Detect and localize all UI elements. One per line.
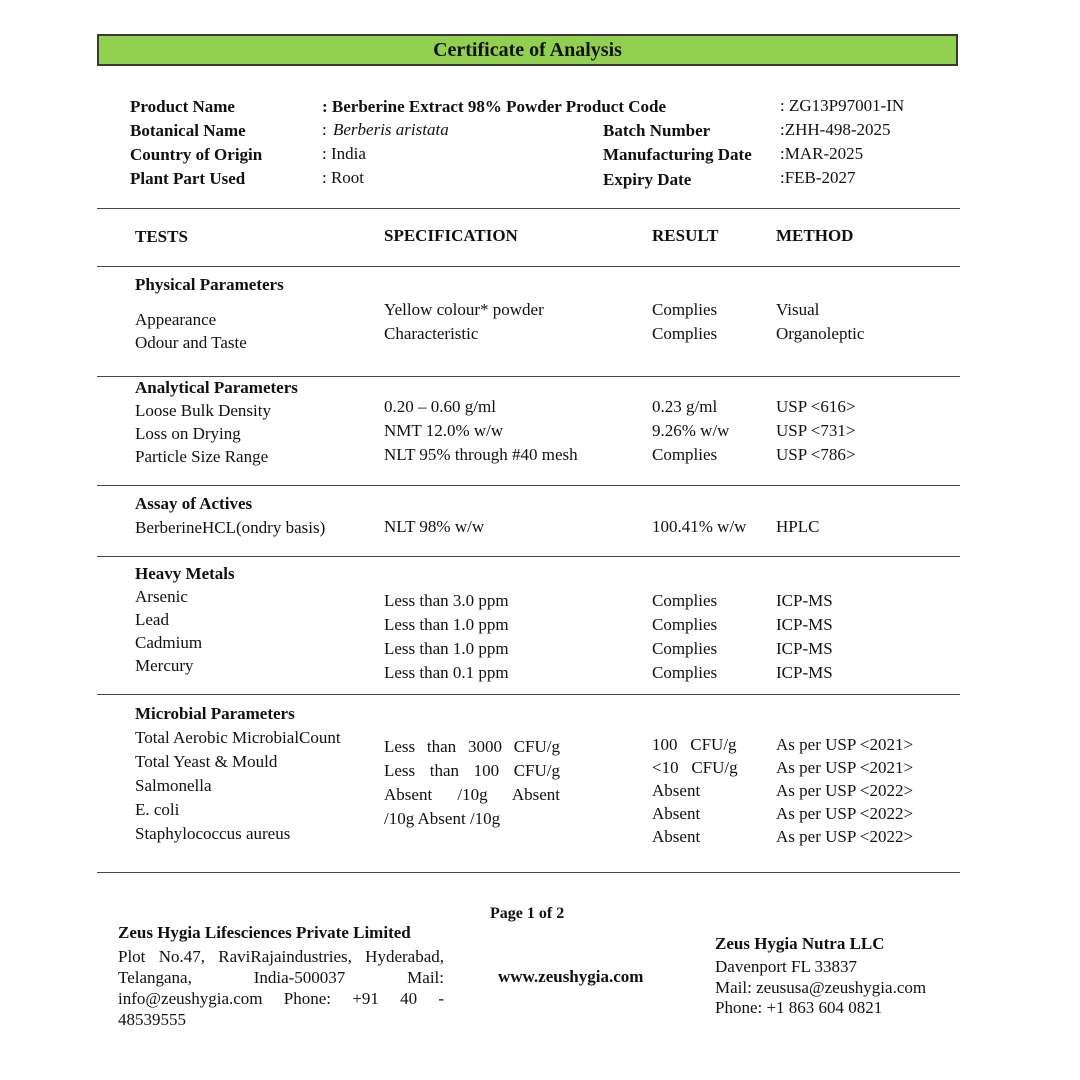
result-value: Complies xyxy=(652,639,718,658)
right-company-name: Zeus Hygia Nutra LLC xyxy=(715,934,885,953)
spec-value: NMT 12.0% w/w xyxy=(384,421,504,440)
botanical-name-label: Botanical Name xyxy=(130,121,246,140)
expiry-label: Expiry Date xyxy=(603,170,692,189)
test-name: Particle Size Range xyxy=(135,447,269,466)
spec-value: Absent /10g Absent xyxy=(384,785,560,804)
test-name: Staphylococcus aureus xyxy=(135,824,291,843)
result-value: Complies xyxy=(652,445,718,464)
result-value: Absent xyxy=(652,804,701,823)
result-value: Absent xyxy=(652,781,701,800)
header-result: RESULT xyxy=(652,226,719,245)
spec-value: Less than 3.0 ppm xyxy=(384,591,509,610)
mfg-date-label: Manufacturing Date xyxy=(603,145,752,164)
result-value: 100 CFU/g xyxy=(652,735,737,754)
section-heading-physical: Physical Parameters xyxy=(135,275,284,294)
spec-value: 0.20 – 0.60 g/ml xyxy=(384,397,496,416)
spec-value: /10g Absent /10g xyxy=(384,809,501,828)
header-specification: SPECIFICATION xyxy=(384,226,518,245)
method-value: ICP-MS xyxy=(776,639,833,658)
result-value: Complies xyxy=(652,663,718,682)
section-heading-analytical: Analytical Parameters xyxy=(135,378,298,397)
test-name: Cadmium xyxy=(135,633,203,652)
method-value: USP <731> xyxy=(776,421,856,440)
section-heading-microbial: Microbial Parameters xyxy=(135,704,295,723)
divider xyxy=(97,556,960,557)
method-value: As per USP <2022> xyxy=(776,781,914,800)
method-value: As per USP <2022> xyxy=(776,827,914,846)
divider xyxy=(97,694,960,695)
botanical-name-value: Berberis aristata xyxy=(333,120,449,139)
expiry-value: :FEB-2027 xyxy=(780,168,856,187)
right-company-line: Davenport FL 33837 xyxy=(715,957,857,976)
batch-number-label: Batch Number xyxy=(603,121,711,140)
result-value: Absent xyxy=(652,827,701,846)
result-value: Complies xyxy=(652,591,718,610)
method-value: As per USP <2022> xyxy=(776,804,914,823)
country-label: Country of Origin xyxy=(130,145,263,164)
product-code-value: : ZG13P97001-IN xyxy=(780,96,905,115)
result-value: 9.26% w/w xyxy=(652,421,730,440)
test-name: Mercury xyxy=(135,656,194,675)
result-value: 100.41% w/w xyxy=(652,517,747,536)
result-value: <10 CFU/g xyxy=(652,758,738,777)
method-value: USP <786> xyxy=(776,445,856,464)
method-value: ICP-MS xyxy=(776,615,833,634)
spec-value: NLT 98% w/w xyxy=(384,517,485,536)
website-link[interactable]: www.zeushygia.com xyxy=(498,967,644,986)
product-name-label: Product Name xyxy=(130,97,235,116)
plant-part-value: : Root xyxy=(322,168,365,187)
botanical-colon: : xyxy=(322,120,327,139)
document-title: Certificate of Analysis xyxy=(97,34,958,66)
method-value: Visual xyxy=(776,300,820,319)
divider xyxy=(97,872,960,873)
result-value: Complies xyxy=(652,324,718,343)
mfg-date-value: :MAR-2025 xyxy=(780,144,864,163)
left-company-name: Zeus Hygia Lifesciences Private Limited xyxy=(118,923,411,942)
section-heading-assay: Assay of Actives xyxy=(135,494,253,513)
test-name: Loss on Drying xyxy=(135,424,241,443)
divider xyxy=(97,266,960,267)
method-value: ICP-MS xyxy=(776,663,833,682)
test-name: E. coli xyxy=(135,800,180,819)
spec-value: Yellow colour* powder xyxy=(384,300,544,319)
divider xyxy=(97,376,960,377)
divider xyxy=(97,208,960,209)
plant-part-label: Plant Part Used xyxy=(130,169,246,188)
test-name: Total Aerobic MicrobialCount xyxy=(135,728,341,747)
result-value: Complies xyxy=(652,300,718,319)
method-value: As per USP <2021> xyxy=(776,758,914,777)
spec-value: Less than 0.1 ppm xyxy=(384,663,509,682)
page-number: Page 1 of 2 xyxy=(490,905,565,922)
method-value: ICP-MS xyxy=(776,591,833,610)
header-tests: TESTS xyxy=(135,227,188,246)
batch-number-value: :ZHH-498-2025 xyxy=(780,120,891,139)
spec-value: NLT 95% through #40 mesh xyxy=(384,445,578,464)
product-name-value: : Berberine Extract 98% Powder Product Code xyxy=(322,97,667,116)
method-value: Organoleptic xyxy=(776,324,865,343)
test-name: Arsenic xyxy=(135,587,188,606)
test-name: Total Yeast & Mould xyxy=(135,752,278,771)
section-heading-heavy-metals: Heavy Metals xyxy=(135,564,235,583)
test-name: Salmonella xyxy=(135,776,212,795)
test-name: Lead xyxy=(135,610,169,629)
method-value: HPLC xyxy=(776,517,820,536)
method-value: USP <616> xyxy=(776,397,856,416)
test-name: BerberineHCL(ondry basis) xyxy=(135,518,326,537)
spec-value: Less than 1.0 ppm xyxy=(384,615,509,634)
spec-value: Characteristic xyxy=(384,324,479,343)
divider xyxy=(97,485,960,486)
header-method: METHOD xyxy=(776,226,854,245)
result-value: Complies xyxy=(652,615,718,634)
result-value: 0.23 g/ml xyxy=(652,397,718,416)
test-name: Odour and Taste xyxy=(135,333,247,352)
right-company-email: Mail: zeususa@zeushygia.com xyxy=(715,978,927,997)
spec-value: Less than 100 CFU/g xyxy=(384,761,560,780)
right-company-phone: Phone: +1 863 604 0821 xyxy=(715,998,883,1017)
country-value: : India xyxy=(322,144,366,163)
test-name: Loose Bulk Density xyxy=(135,401,271,420)
spec-value: Less than 3000 CFU/g xyxy=(384,737,560,756)
method-value: As per USP <2021> xyxy=(776,735,914,754)
spec-value: Less than 1.0 ppm xyxy=(384,639,509,658)
test-name: Appearance xyxy=(135,310,217,329)
left-company-address: Plot No.47, RaviRajaindustries, Hyderabad, Telangana, India-500037 Mail: info@zeushygia.com Phone: +91 40 - 48539555 xyxy=(118,947,444,1029)
